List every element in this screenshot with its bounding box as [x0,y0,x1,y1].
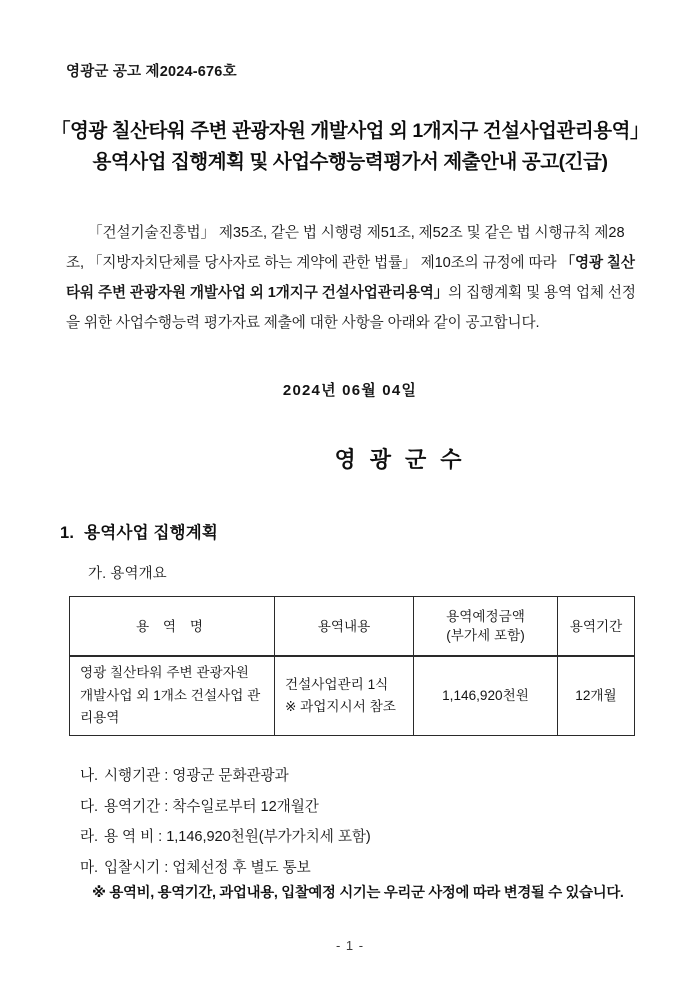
list-item [80,822,640,853]
item-value: 1,146,920천원(부가가치세 포함) [166,829,371,845]
item-value: 업체선정 후 별도 통보 [172,859,311,876]
header-cell-term: 용역기간 [558,597,635,657]
cell-service-name: 영광 칠산타워 주변 관광자원 개발사업 외 1개소 건설사업 관리용역 [70,656,275,736]
footnote [92,878,658,908]
header-cell-amount [414,597,558,657]
overview-table-wrapper [69,596,634,736]
table-header-row [70,597,635,657]
intro-text-part-1: 「건설기술진흥법」 제35조, 같은 법 시행령 제51조, 제52조 및 같은 법 시행규칙 제28조, 「지방자치단체를 당사자로 하는 계약에 관한 법률」 제10조의 규정에 따라 [66,225,625,271]
doc-number: 영광군 공고 제2024-676호 [66,64,237,80]
header-cell-content: 용역내용 [275,597,414,657]
title-line-1: 「영광 칠산타워 주변 관광자원 개발사업 외 1개지구 건설사업관리용역」 [50,120,650,142]
header-cell-name [70,597,275,657]
overview-items-list [80,761,640,883]
issuer-signature: 영광군수 [334,447,476,472]
title-line-2: 용역사업 집행계획 및 사업수행능력평가서 제출안내 공고(긴급) [92,151,608,173]
cell-content-line2: ※ 과업지시서 참조 [285,699,396,714]
item-separator: : [164,768,169,784]
issue-date: 2024년 06월 04일 [282,382,418,399]
item-marker: 나. [80,768,99,784]
item-marker: 다. [80,798,99,815]
item-separator: : [158,829,163,845]
item-value: 영광군 문화관광과 [172,768,289,784]
overview-table [69,596,635,736]
item-label: 용역기간 [104,798,161,815]
sub-heading-overview: 가. 용역개요 [88,566,167,582]
item-separator: : [164,859,169,876]
intro-emphasis: 「영광 칠산타워 주변 관광자원 개발사업 외 1개지구 건설사업관리용역」 [66,255,635,301]
page-number: - 1 - [335,938,365,953]
item-marker: 라. [80,829,99,845]
item-value: 착수일로부터 12개월간 [172,798,319,815]
table-row [70,656,635,736]
section-heading [60,519,218,543]
list-item [80,761,640,792]
item-label: 시행기관 [104,768,161,784]
item-separator: : [164,798,169,815]
cell-service-term: 12개월 [558,656,635,736]
list-item [80,792,640,823]
document-title [0,116,700,178]
note-text: 용역비, 용역기간, 과업내용, 입찰예정 시기는 우리군 사정에 따라 변경될 수 있습니다. [109,885,624,901]
item-label: 용 역 비 [104,829,155,845]
intro-text-part-2: 의 집행계획 및 용역 업체 선정을 위한 사업수행능력 평가자료 제출에 대한 사항을 아래와 같이 공고합니다. [66,285,636,331]
cell-estimated-amount: 1,146,920천원 [414,656,558,736]
note-symbol: ※ [92,885,106,901]
cell-content-line1: 건설사업관리 1식 [285,676,389,692]
cell-service-content [275,656,414,736]
intro-paragraph [66,218,636,338]
item-label: 입찰시기 [104,859,161,876]
section-title: 용역사업 집행계획 [84,524,219,542]
section-number: 1. [60,524,75,542]
header-amount-line2: (부가세 포함) [446,628,525,643]
header-amount-line1: 용역예정금액 [446,609,525,624]
item-marker: 마. [80,859,99,876]
header-name-label: 용 역 명 [136,618,208,634]
